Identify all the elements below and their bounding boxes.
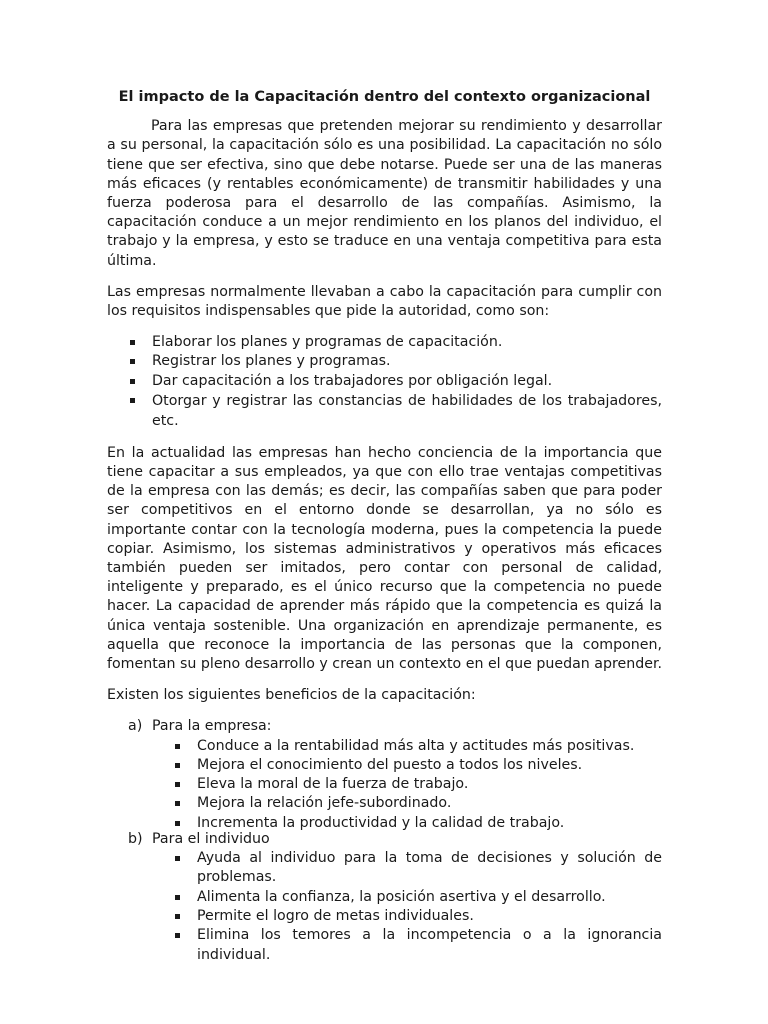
list-item: Ayuda al individuo para la toma de decisiones y solución de problemas. — [152, 849, 662, 888]
current-context-paragraph: En la actualidad las empresas han hecho conciencia de la importancia que tiene capacitar a sus empleados, ya que con ello trae ventajas competitivas de la empresa con las demás; es decir, las compañías saben que para poder ser competitivos en el entorno donde se desarrollan, ya no sólo es importante contar con la tecnología moderna, pues la competencia la puede copiar. Asimismo, los sistemas administrativos y operativos más eficaces también pueden ser imitados, pero contar con personal de calidad, inteligente y preparado, es el único recurso que la competencia no puede hacer. La capacidad de aprender más rápido que la competencia es quizá la única ventaja sostenible. Una organización en aprendizaje permanente, es aquella que reconoce la importancia de las personas que la componen, fomentan su pleno desarrollo y crean un contexto en el que puedan aprender. — [107, 444, 663, 673]
list-item: Registrar los planes y programas. — [107, 352, 662, 371]
list-item: Eleva la moral de la fuerza de trabajo. — [152, 775, 662, 794]
benefit-group-label: Para el individuo — [152, 830, 270, 847]
benefit-group-individual — [107, 830, 662, 966]
list-item: Otorgar y registrar las constancias de habilidades de los trabajadores, etc. — [107, 391, 662, 432]
list-item: Mejora el conocimiento del puesto a todos los niveles. — [152, 756, 662, 775]
benefits-intro-paragraph: Existen los siguientes beneficios de la capacitación: — [107, 687, 476, 704]
list-item: Conduce a la rentabilidad más alta y actitudes más positivas. — [152, 737, 662, 756]
requirements-list — [107, 333, 662, 432]
list-item: Dar capacitación a los trabajadores por obligación legal. — [107, 372, 662, 391]
requirements-intro-paragraph: Las empresas normalmente llevaban a cabo la capacitación para cumplir con los requisitos indispensables que pide la autoridad, como son: — [107, 283, 662, 320]
benefit-group-company — [107, 717, 662, 832]
document-page — [107, 88, 662, 965]
list-item: Alimenta la confianza, la posición asertiva y el desarrollo. — [152, 888, 662, 907]
list-item: Permite el logro de metas individuales. — [152, 907, 662, 926]
list-item: Mejora la relación jefe-subordinado. — [152, 794, 662, 813]
company-benefits-list — [152, 737, 662, 833]
list-item: Elaborar los planes y programas de capacitación. — [107, 333, 662, 352]
individual-benefits-list — [152, 849, 662, 965]
list-item: Elimina los temores a la incompetencia o a la ignorancia individual. — [152, 926, 662, 965]
intro-paragraph: Para las empresas que pretenden mejorar su rendimiento y desarrollar a su personal, la capacitación sólo es una posibilidad. La capacitación no sólo tiene que ser efectiva, sino que debe notarse. Puede ser una de las maneras más eficaces (y rentables económicamente) de transmitir habilidades y una fuerza poderosa para el desarrollo de las compañías. Asimismo, la capacitación conduce a un mejor rendimiento en los planos del individuo, el trabajo y la empresa, y esto se traduce en una ventaja competitiva para esta última. — [107, 118, 662, 269]
list-item: Incrementa la productividad y la calidad de trabajo. — [152, 814, 662, 833]
document-title: El impacto de la Capacitación dentro del contexto organizacional — [118, 89, 651, 105]
list-marker: b) — [128, 830, 143, 847]
benefits-list — [107, 717, 662, 965]
benefit-group-label: Para la empresa: — [152, 718, 272, 735]
list-marker: a) — [128, 718, 143, 735]
